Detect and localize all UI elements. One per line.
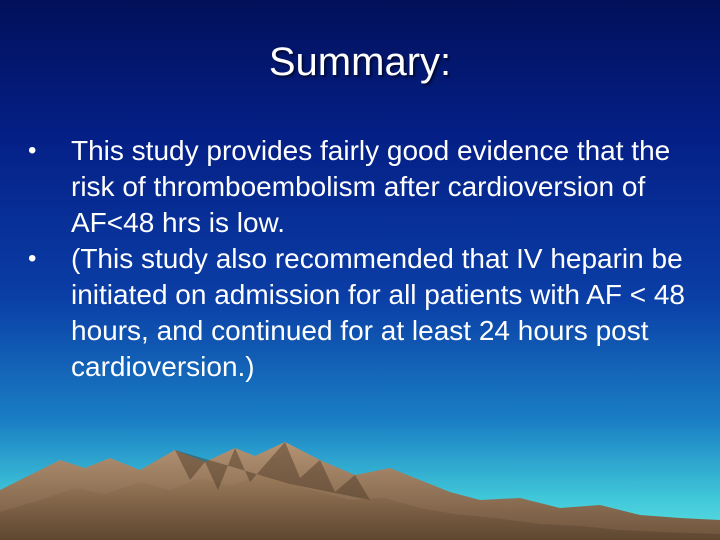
bullet-marker: • xyxy=(28,137,37,164)
bullet-text: This study provides fairly good evidence that the risk of thromboembolism after cardioversion of AF<48 hrs is low. xyxy=(71,135,671,238)
bullet-item xyxy=(28,133,698,241)
bullet-list xyxy=(28,133,698,385)
slide-title: Summary: xyxy=(268,40,452,84)
mountain-range-illustration xyxy=(0,420,720,540)
bullet-text: (This study also recommended that IV heparin be initiated on admission for all patients with AF < 48 hours, and continued for at least 24 hours post cardioversion.) xyxy=(71,243,686,382)
bullet-item xyxy=(28,241,698,385)
bullet-marker: • xyxy=(28,245,37,272)
